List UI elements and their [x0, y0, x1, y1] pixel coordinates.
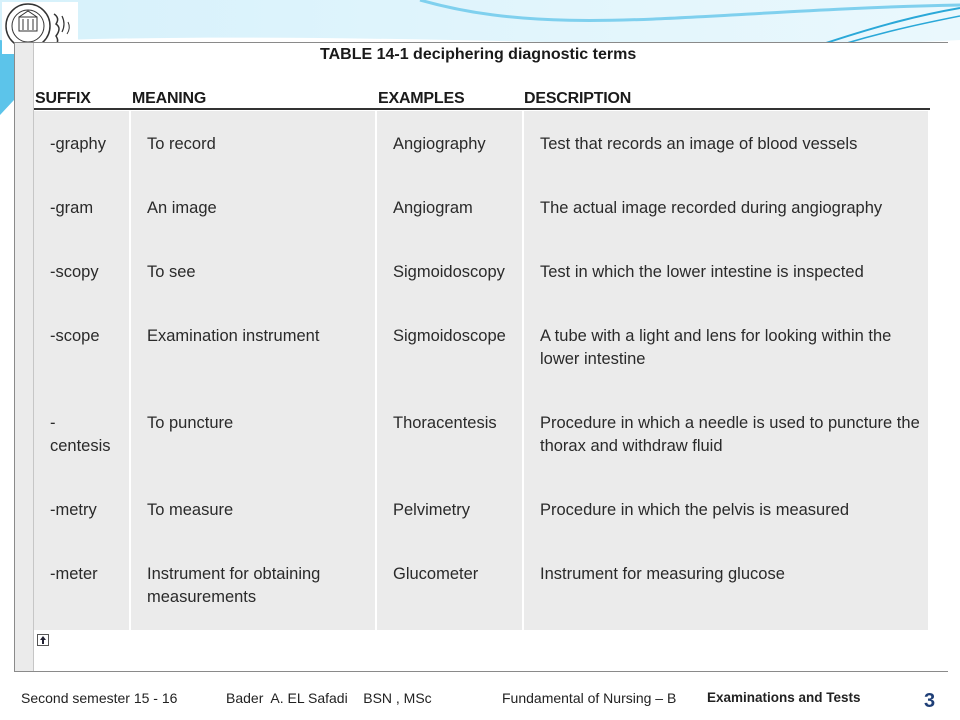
- cell-suffix: -graphy: [34, 111, 131, 177]
- cell-meaning: To see: [131, 239, 377, 305]
- table-row: [34, 303, 928, 392]
- cell-example: Pelvimetry: [377, 477, 524, 543]
- cell-example: Sigmoidoscopy: [377, 239, 524, 305]
- cell-example: Angiogram: [377, 175, 524, 241]
- table-row: [34, 390, 928, 479]
- cell-description: Instrument for measuring glucose: [524, 541, 928, 632]
- cell-meaning: To puncture: [131, 390, 377, 479]
- cell-suffix: -metry: [34, 477, 131, 543]
- cell-description: The actual image recorded during angiography: [524, 175, 928, 241]
- column-header-examples: EXAMPLES: [378, 90, 465, 107]
- cell-suffix: -scopy: [34, 239, 131, 305]
- cell-meaning: To measure: [131, 477, 377, 543]
- cell-description: Procedure in which the pelvis is measured: [524, 477, 928, 543]
- table-row: [34, 111, 928, 177]
- cell-suffix: -scope: [34, 303, 131, 392]
- arrow-up-icon: [37, 634, 49, 646]
- table-row: [34, 541, 928, 632]
- cell-example: Sigmoidoscope: [377, 303, 524, 392]
- back-to-top-icon[interactable]: [37, 634, 49, 646]
- footer-course: Fundamental of Nursing – B: [502, 690, 677, 706]
- cell-description: Test in which the lower intestine is inspected: [524, 239, 928, 305]
- terms-table: [34, 111, 928, 632]
- footer-semester: Second semester 15 - 16: [21, 690, 178, 706]
- cell-suffix: -gram: [34, 175, 131, 241]
- footer-author: Bader A. EL Safadi BSN , MSc: [226, 690, 432, 706]
- cell-suffix: -meter: [34, 541, 131, 632]
- table-row: [34, 239, 928, 305]
- cell-description: Test that records an image of blood vessels: [524, 111, 928, 177]
- column-header-suffix: SUFFIX: [35, 90, 91, 107]
- cell-meaning: Instrument for obtaining measurements: [131, 541, 377, 632]
- cell-description: A tube with a light and lens for looking within the lower intestine: [524, 303, 928, 392]
- cell-example: Angiography: [377, 111, 524, 177]
- cell-meaning: Examination instrument: [131, 303, 377, 392]
- footer-topic: Examinations and Tests: [707, 690, 861, 705]
- header-divider: [34, 108, 930, 110]
- cell-suffix: - centesis: [34, 390, 131, 479]
- column-header-meaning: MEANING: [132, 90, 207, 107]
- column-header-description: DESCRIPTION: [524, 90, 632, 107]
- table-title: TABLE 14-1 deciphering diagnostic terms: [320, 46, 637, 63]
- slide-number: 3: [924, 690, 936, 712]
- cell-example: Thoracentesis: [377, 390, 524, 479]
- table-row: [34, 175, 928, 241]
- cell-meaning: An image: [131, 175, 377, 241]
- cell-meaning: To record: [131, 111, 377, 177]
- table-row: [34, 477, 928, 543]
- cell-description: Procedure in which a needle is used to puncture the thorax and withdraw fluid: [524, 390, 928, 479]
- cell-example: Glucometer: [377, 541, 524, 632]
